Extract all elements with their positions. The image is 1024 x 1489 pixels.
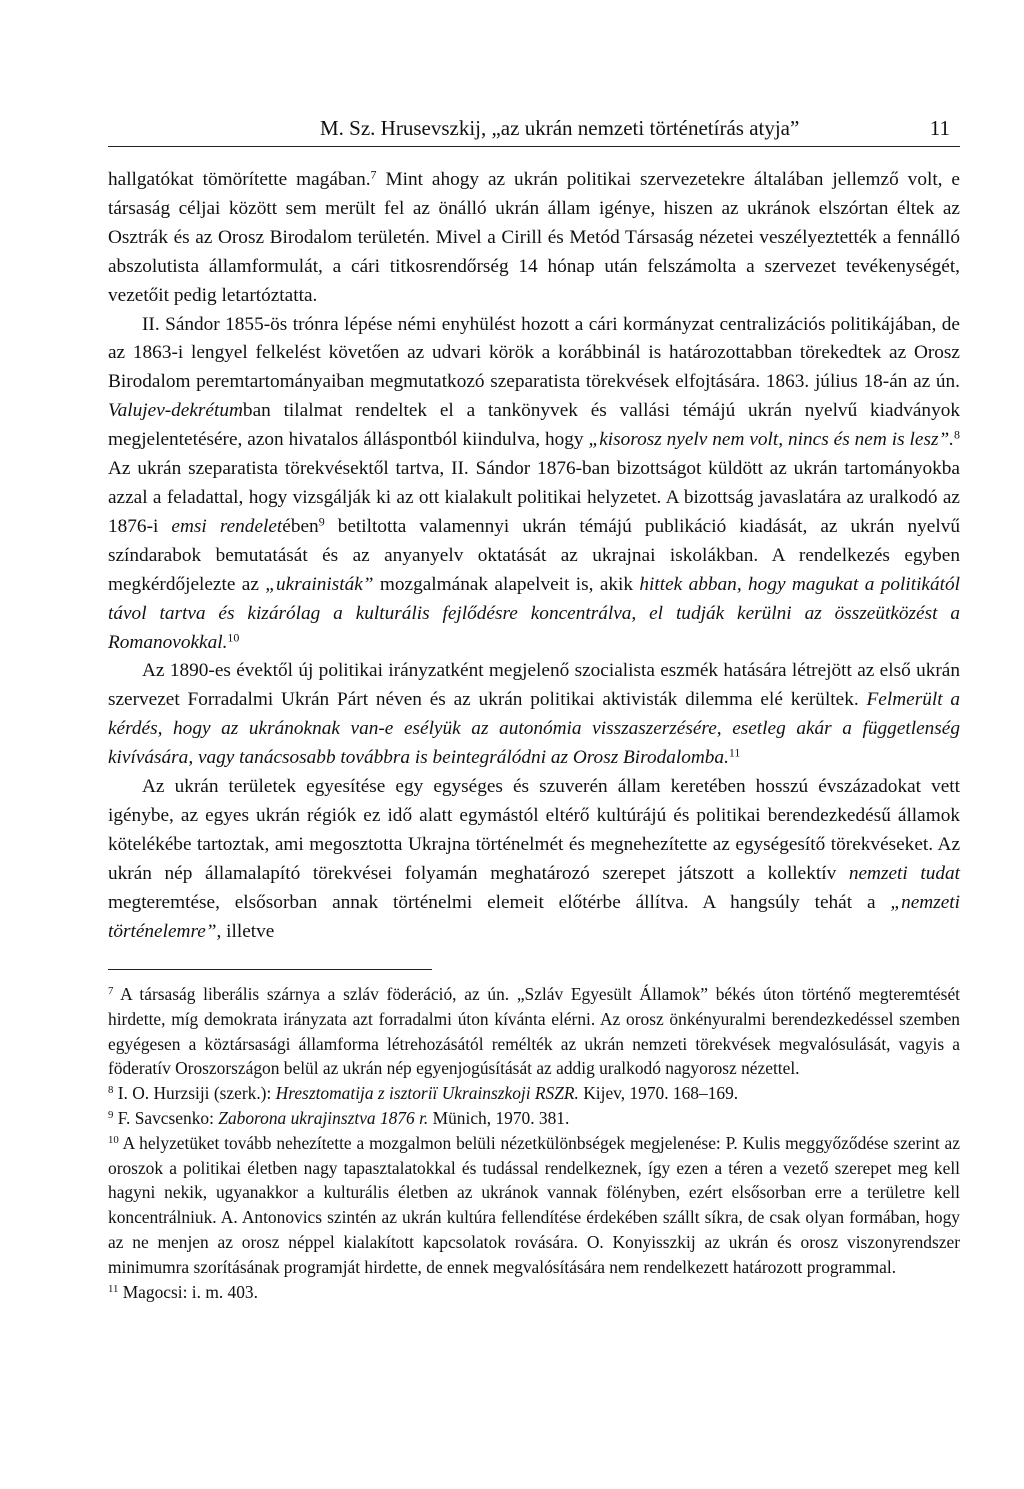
- footnote-ref-7[interactable]: 7: [370, 167, 377, 182]
- footnote-text: A helyzetüket tovább nehezítette a mozgalmon belüli nézetkülönbségek megjelenése: P. Kulis meggyőződése szerint az oroszok a politikai életben nagy tapasztalatokkal és tudással rendelkeznek, így ezen a téren a vezető szerepet meg kell hagyni nekik, ugyanakkor a kulturális életben az ukránok vannak fölényben, ezért elsősorban erre a területre kell koncentrálniuk. A. Antonovics szintén az ukrán kultúra fellendítése érdekében szállt síkra, de csak olyan formában, hogy az ne menjen az orosz néppel kialakított kapcsolatok rovására. O. Konyisszkij az ukrán és orosz viszonyrendszer minimumra szorításának programját hirdette, de ennek megvalósítására nem rendelkezett határozott programmal.: [108, 1132, 960, 1277]
- text-span: mozgalmának alapelveit is, akik: [373, 573, 640, 595]
- footnote-7: [108, 982, 960, 1081]
- footnote-number: 8: [108, 1084, 114, 1097]
- italic-span: „kisorosz nyelv nem volt, nincs és nem is lesz”.: [588, 429, 954, 451]
- italic-span: „ukrainisták”: [265, 573, 374, 595]
- text-span: betiltotta valamennyi ukrán témájú publikáció kiadását, az ukrán nyelvű színdarabok bemutatását és az anyanyelv oktatását az ukrajnai iskolákban. A rendelkezés egyben megkérdőjelezte az: [108, 515, 960, 595]
- italic-span: Zaborona ukrajinsztva 1876 r.: [218, 1107, 429, 1128]
- footnote-text: A társaság liberális szárnya a szláv föderáció, az ún. „Szláv Egyesült Államok” békés úton történő megteremtését hirdette, míg demokrata irányzata azt forradalmi úton kívánta elérni. Az orosz önkényuralmi berendezkedéssel szemben egyégesen a köztársasági államforma létrehozásától remélték az ukrán nemzeti törekvések megvalósulását, vagyis a föderatív Oroszországon belül az ukrán nép egyenjogúsítását az addig uralkodó nagyorosz nézettel.: [108, 984, 960, 1079]
- text-span: ban tilalmat rendeltek el a tankönyvek és vallási témájú ukrán nyelvű kiadványok megjelentetésére, azon hivatalos álláspontból kiindulva, hogy: [108, 400, 960, 451]
- text-span: Az 1890-es évektől új politikai irányzatként megjelenő szocialista eszmék hatására létrejött az első ukrán szervezet Forradalmi Ukrán Párt néven és az ukrán politikai aktivisták dilemma elé kerültek.: [108, 660, 960, 711]
- footnote-number: 10: [108, 1133, 119, 1146]
- footnote-ref-10[interactable]: 10: [227, 629, 240, 644]
- text-span: Az ukrán szeparatista törekvésektől tartva, II. Sándor 1876-ban bizottságot küldött az ukrán tartományokba azzal a feladattal, hogy vizsgálják ki az ott kialakult politikai helyzetet. A bizottság javaslatára az uralkodó az 1876-i: [108, 458, 960, 537]
- paragraph-3: [108, 657, 960, 773]
- body-text: [108, 166, 960, 946]
- footnote-text: Magocsi: i. m. 403.: [118, 1281, 258, 1302]
- italic-span: Hresztomatija z isztoriï Ukrainszkoji RSZR.: [275, 1083, 579, 1104]
- text-span: hallgatókat tömörítette magában.: [108, 169, 371, 190]
- running-header: [108, 114, 960, 147]
- footnote-text: F. Savcsenko:: [113, 1107, 219, 1128]
- footnote-10: [108, 1131, 960, 1280]
- paragraph-1: [108, 166, 960, 311]
- footnote-text: Münich, 1970. 381.: [428, 1107, 570, 1128]
- text-span: Az ukrán területek egyesítése egy egységes és szuverén állam keretében hosszú évszázadokat vett igénybe, az egyes ukrán régiók ez idő alatt egymástól eltérő kultúrájú és politikai berendezkedésű államok kötelékébe tartoztak, ami megosztotta Ukrajna történelmét és megnehezítette az egységesítő törekvéseket. Az ukrán nép államalapító törekvései folyamán meghatározó szerepet játszott a kollektív: [108, 776, 960, 884]
- italic-span: nemzeti tudat: [848, 862, 960, 884]
- italic-span: emsi rendelet: [171, 515, 283, 537]
- footnote-number: 11: [108, 1282, 119, 1295]
- footnote-number: 7: [108, 985, 114, 998]
- text-span: megteremtése, elsősorban annak történelmi elemeit előtérbe állítva. A hangsúly tehát a: [108, 891, 891, 913]
- footnote-separator: [108, 969, 432, 970]
- italic-span: Valujev-dekrétum: [108, 400, 243, 422]
- running-title: M. Sz. Hrusevszkij, „az ukrán nemzeti történetírás atyja”: [320, 116, 800, 140]
- footnotes: [108, 982, 960, 1304]
- paragraph-2: [108, 311, 960, 658]
- footnote-8: [108, 1081, 960, 1106]
- text-span: Mint ahogy az ukrán politikai szervezetekre általában jellemző volt, e társaság céljai között sem merült fel az önálló ukrán állam igénye, hiszen az ukránok elszórtan éltek az Osztrák és az Orosz Birodalom területén. Mivel a Cirill és Metód Társaság nézetei veszélyeztették a fennálló abszolutista államformulát, a cári titkosrendőrség 14 hónap után felszámolta a szervezet tevékenységét, vezetőit pedig letartóztatta.: [108, 169, 960, 306]
- footnote-ref-11[interactable]: 11: [728, 745, 741, 760]
- italic-span: Felmerült a kérdés, hogy az ukránoknak van-e esélyük az autonómia visszaszerzésére, esetleg akár a függetlenség kivívására, vagy tanácsosabb továbbra is beintegrálódni az Orosz Birodalomba.: [108, 689, 961, 769]
- text-span: ében: [282, 515, 319, 537]
- footnote-9: [108, 1106, 960, 1131]
- italic-span: „nemzeti történelemre”: [108, 891, 960, 942]
- page-number: 11: [929, 116, 950, 140]
- paragraph-4: [108, 773, 960, 946]
- footnote-ref-9[interactable]: 9: [318, 514, 325, 529]
- text-span: II. Sándor 1855-ös trónra lépése némi enyhülést hozott a cári kormányzat centralizációs politikájában, de az 1863-i lengyel felkelést követően az udvari körök a korábbinál is határozottabban törekedtek az Orosz Birodalom peremtartományaiban megmutatkozó szeparatista törekvések elfojtására. 1863. július 18-án az ún.: [108, 313, 960, 393]
- footnote-text: I. O. Hurzsiji (szerk.):: [113, 1083, 276, 1104]
- footnote-11: [108, 1280, 960, 1305]
- footnote-ref-8[interactable]: 8: [954, 427, 960, 442]
- footnote-text: Kijev, 1970. 168–169.: [578, 1083, 739, 1104]
- text-span: , illetve: [216, 920, 275, 942]
- italic-span: hittek abban, hogy magukat a politikától távol tartva és kizárólag a kulturális fejlődésre koncentrálva, el tudják kerülni az összeütközést a Romanovokkal.: [108, 573, 960, 653]
- footnote-number: 9: [108, 1109, 114, 1122]
